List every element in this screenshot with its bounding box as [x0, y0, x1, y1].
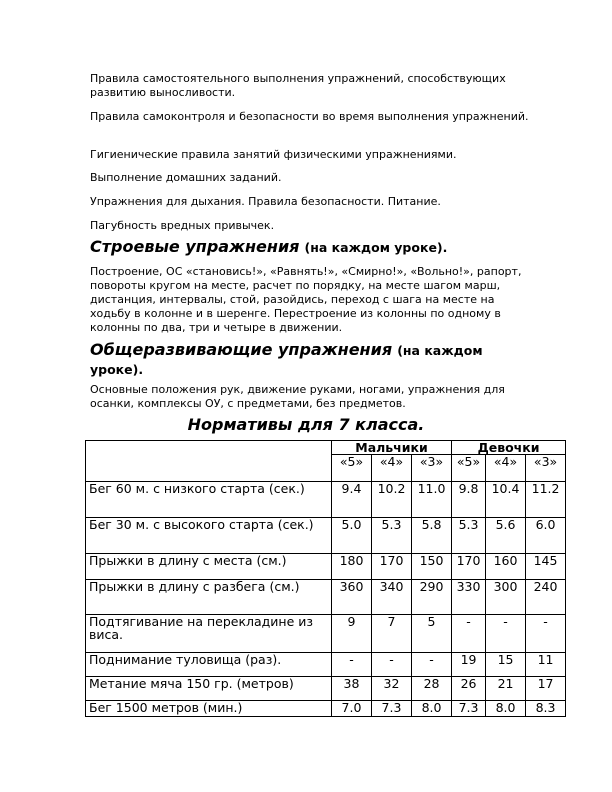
- table-cell: 32: [372, 677, 412, 701]
- grade-header: «3»: [526, 455, 566, 482]
- table-cell: 9: [332, 615, 372, 653]
- table-cell: 17: [526, 677, 566, 701]
- grade-header: «4»: [372, 455, 412, 482]
- table-header-empty: [86, 441, 332, 482]
- table-cell: 150: [412, 554, 452, 580]
- section-general-text: Основные положения рук, движение руками, ногами, упражнения для осанки, комплексы ОУ, с предметами, без предметов.: [90, 383, 505, 410]
- table-cell: 5.0: [332, 518, 372, 554]
- paragraph-hygiene-rules: Гигиенические правила занятий физическими упражнениями.: [90, 148, 457, 161]
- table-cell: 5: [412, 615, 452, 653]
- grade-header: «5»: [332, 455, 372, 482]
- exercise-name: Подтягивание на перекладине из виса.: [86, 615, 332, 653]
- table-title: Нормативы для 7 класса.: [187, 415, 425, 434]
- grade-header: «4»: [486, 455, 526, 482]
- section-drill-text: Построение, ОС «становись!», «Равнять!», «Смирно!», «Вольно!», рапорт, повороты кругом на месте, расчет по порядку, на месте шагом марш, дистанция, интервалы, стой, разойдись, переход с шага на месте на ходьбу в колонне и в шеренге. Перестроение из колонны по одному в колонны по два, три и четыре в движении.: [90, 265, 522, 334]
- table-cell: 290: [412, 580, 452, 615]
- table-row: [86, 615, 566, 653]
- table-cell: 360: [332, 580, 372, 615]
- table-cell: -: [412, 653, 452, 677]
- table-cell: 170: [372, 554, 412, 580]
- table-cell: 180: [332, 554, 372, 580]
- table-cell: 5.3: [452, 518, 486, 554]
- table-cell: 340: [372, 580, 412, 615]
- exercise-name: Прыжки в длину с разбега (см.): [86, 580, 332, 615]
- section-general-note: (на каждом уроке).: [90, 343, 483, 377]
- exercise-name: Прыжки в длину с места (см.): [86, 554, 332, 580]
- table-cell: 160: [486, 554, 526, 580]
- table-cell: 6.0: [526, 518, 566, 554]
- paragraph-endurance-rules: Правила самостоятельного выполнения упражнений, способствующих развитию выносливости.: [90, 72, 506, 99]
- table-cell: 11.0: [412, 482, 452, 518]
- table-cell: 170: [452, 554, 486, 580]
- table-cell: 11: [526, 653, 566, 677]
- table-cell: 10.4: [486, 482, 526, 518]
- table-cell: 5.6: [486, 518, 526, 554]
- table-group-header-row: [86, 441, 566, 455]
- table-row: [86, 518, 566, 554]
- exercise-name: Бег 60 м. с низкого старта (сек.): [86, 482, 332, 518]
- paragraph-bad-habits: Пагубность вредных привычек.: [90, 219, 275, 232]
- section-drill-heading: [90, 238, 530, 257]
- table-cell: 145: [526, 554, 566, 580]
- table-row: [86, 580, 566, 615]
- table-cell: 10.2: [372, 482, 412, 518]
- table-row: [86, 482, 566, 518]
- table-row: [86, 653, 566, 677]
- table-cell: 38: [332, 677, 372, 701]
- table-cell: 240: [526, 580, 566, 615]
- table-cell: -: [452, 615, 486, 653]
- section-drill-note: (на каждом уроке).: [304, 240, 448, 255]
- table-cell: 8.0: [486, 701, 526, 717]
- group-header-boys: Мальчики: [332, 441, 452, 455]
- table-cell: 21: [486, 677, 526, 701]
- table-cell: 7: [372, 615, 412, 653]
- table-cell: 8.0: [412, 701, 452, 717]
- paragraph-breathing-exercises: Упражнения для дыхания. Правила безопасности. Питание.: [90, 195, 441, 208]
- table-row: [86, 554, 566, 580]
- table-cell: 7.0: [332, 701, 372, 717]
- table-cell: -: [332, 653, 372, 677]
- table-cell: 15: [486, 653, 526, 677]
- table-row: [86, 677, 566, 701]
- table-cell: 11.2: [526, 482, 566, 518]
- table-row: [86, 701, 566, 717]
- table-cell: -: [486, 615, 526, 653]
- section-drill-title: Строевые упражнения: [90, 237, 300, 256]
- table-cell: 300: [486, 580, 526, 615]
- table-cell: 5.8: [412, 518, 452, 554]
- exercise-name: Поднимание туловища (раз).: [86, 653, 332, 677]
- table-cell: 19: [452, 653, 486, 677]
- table-cell: 330: [452, 580, 486, 615]
- table-cell: -: [372, 653, 412, 677]
- paragraph-self-control-rules: Правила самоконтроля и безопасности во время выполнения упражнений.: [90, 110, 529, 123]
- exercise-name: Бег 30 м. с высокого старта (сек.): [86, 518, 332, 554]
- table-cell: 26: [452, 677, 486, 701]
- section-general-title: Общеразвивающие упражнения: [90, 340, 393, 359]
- paragraph-homework: Выполнение домашних заданий.: [90, 171, 282, 184]
- table-cell: 7.3: [372, 701, 412, 717]
- table-cell: 28: [412, 677, 452, 701]
- section-general-heading: [90, 341, 530, 379]
- table-cell: -: [526, 615, 566, 653]
- table-cell: 8.3: [526, 701, 566, 717]
- table-cell: 9.8: [452, 482, 486, 518]
- table-cell: 5.3: [372, 518, 412, 554]
- table-cell: 7.3: [452, 701, 486, 717]
- norms-table: [85, 440, 566, 717]
- exercise-name: Метание мяча 150 гр. (метров): [86, 677, 332, 701]
- grade-header: «3»: [412, 455, 452, 482]
- group-header-girls: Девочки: [452, 441, 566, 455]
- grade-header: «5»: [452, 455, 486, 482]
- table-cell: 9.4: [332, 482, 372, 518]
- exercise-name: Бег 1500 метров (мин.): [86, 701, 332, 717]
